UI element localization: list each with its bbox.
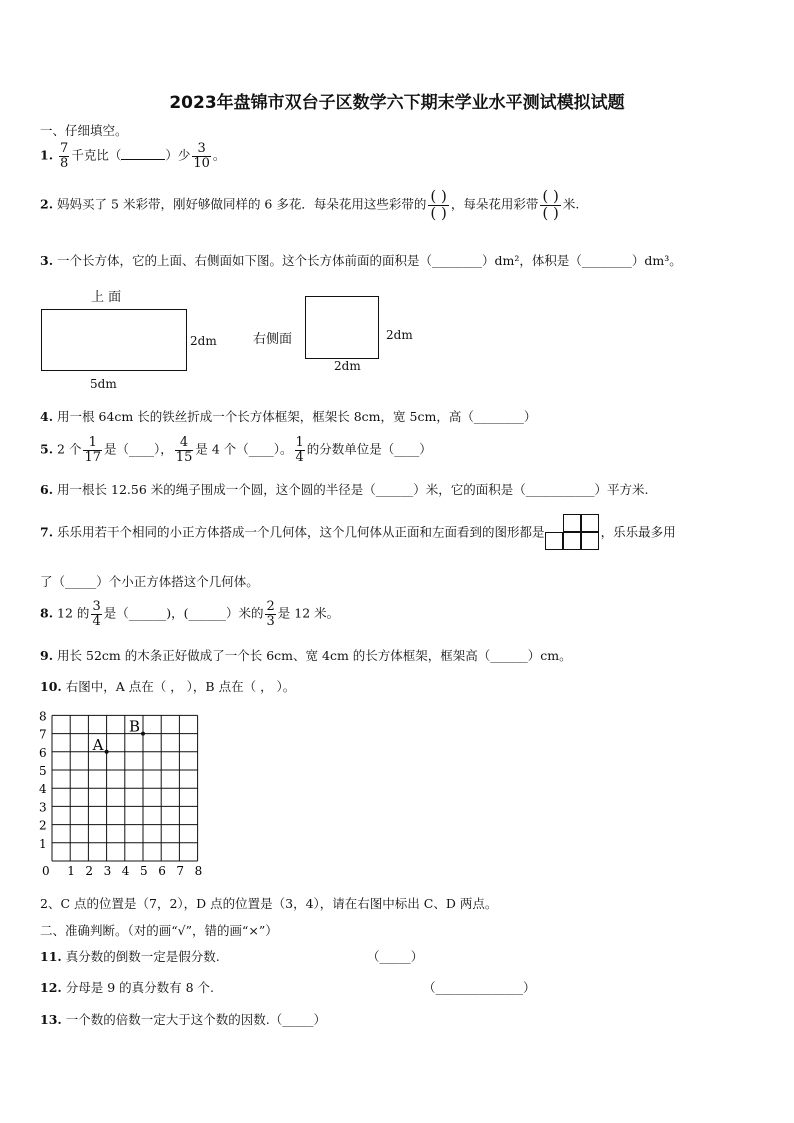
- x-tick-label: 5: [140, 864, 148, 878]
- question-number: 3.: [40, 253, 54, 268]
- top-face-side-length: 2dm: [190, 334, 217, 348]
- right-face-side-length: 2dm: [386, 328, 413, 342]
- x-tick-label: 3: [103, 864, 112, 878]
- question-2: 2. 妈妈买了 5 米彩带，刚好够做同样的 6 多花．每朵花用这些彩带的 ( ) ( ) ，每朵花用彩带 ( ) ( ) 米.: [40, 187, 580, 222]
- fraction: $\frac{4}{15}$: [175, 435, 193, 465]
- y-tick-label: 2: [39, 818, 47, 833]
- right-face-label: 右侧面: [253, 332, 293, 347]
- y-tick-label: 5: [39, 764, 47, 778]
- top-face-rectangle: [41, 309, 187, 371]
- x-tick-label: 8: [194, 864, 203, 878]
- y-tick-label: 3: [39, 800, 47, 815]
- fraction: $\frac{7}{8}$: [60, 141, 69, 171]
- question-7: 7. 乐乐用若干个相同的小正方体搭成一个几何体，这个几何体从正面和左面看到的图形都是 ，乐乐最多用: [40, 514, 676, 552]
- question-number: 12.: [40, 980, 62, 995]
- page-title: 2023年盘锦市双台子区数学六下期末学业水平测试模拟试题: [169, 93, 625, 113]
- y-tick-label: 8: [39, 709, 47, 724]
- question-13: 13. 一个数的倍数一定大于这个数的因数.（_____）: [40, 1012, 326, 1027]
- question-11: 11. 真分数的倒数一定是假分数.: [40, 949, 220, 964]
- question-9: 9. 用长 52cm 的木条正好做成了一个长 6cm、宽 4cm 的长方体框架，框架高（______）cm。: [40, 648, 572, 663]
- question-number: 11.: [40, 949, 62, 964]
- point-b-label: B: [129, 717, 141, 736]
- question-12: 12. 分母是 9 的真分数有 8 个.: [40, 980, 215, 995]
- top-face-bottom-length: 5dm: [90, 377, 117, 391]
- question-11-answer-blank[interactable]: （_____）: [367, 949, 424, 964]
- y-tick-label: 6: [39, 745, 47, 760]
- answer-blank[interactable]: [121, 148, 165, 160]
- question-8: 8. 12 的 $\frac{3}{4}$ 是（______)，(______）米的 $\frac{2}{3}$ 是 12 米。: [40, 599, 340, 629]
- question-number: 4.: [40, 409, 54, 424]
- question-5: 5. 2 个 $\frac{1}{17}$ 是（____）， $\frac{4}{15}$ 是 4 个（____）。 $\frac{1}{4}$ 的分数单位是（____）: [40, 435, 432, 465]
- point-b: [141, 732, 145, 736]
- paren-fraction[interactable]: ( ) ( ): [430, 187, 447, 222]
- question-10-part-2: 2、C 点的位置是（7，2），D 点的位置是（3，4），请在右图中标出 C、D 两点。: [40, 896, 498, 911]
- coordinate-grid: [28, 703, 208, 883]
- x-tick-label: 6: [158, 864, 166, 878]
- x-tick-label: 1: [67, 864, 75, 878]
- x-tick-label: 4: [121, 864, 130, 878]
- question-10: 10. 右图中，A 点在（ ， ），B 点在（ ， ）。: [40, 679, 296, 694]
- question-number: 9.: [40, 648, 54, 663]
- point-a-label: A: [92, 735, 104, 754]
- x-tick-label: 2: [85, 864, 94, 878]
- x-tick-label: 7: [176, 864, 185, 878]
- cube-view-figure: [545, 514, 601, 552]
- question-6: 6. 用一根长 12.56 米的绳子围成一个圆，这个圆的半径是（______）米，它的面积是（___________）平方米.: [40, 482, 649, 497]
- y-tick-label: 4: [39, 782, 47, 797]
- fraction: $\frac{1}{17}$: [84, 435, 102, 465]
- question-number: 6.: [40, 482, 54, 497]
- question-number: 10.: [40, 679, 62, 694]
- question-number: 2.: [40, 196, 54, 212]
- question-number: 1.: [40, 147, 54, 163]
- question-number: 8.: [40, 605, 54, 621]
- question-number: 5.: [40, 441, 54, 457]
- x-tick-label: 0: [42, 864, 50, 878]
- paren-fraction[interactable]: ( ) ( ): [542, 187, 559, 222]
- y-tick-label: 1: [39, 836, 47, 851]
- point-a: [105, 750, 109, 754]
- y-tick-label: 7: [39, 727, 47, 742]
- fraction: $\frac{1}{4}$: [295, 435, 304, 465]
- right-face-bottom-length: 2dm: [334, 359, 361, 373]
- question-number: 13.: [40, 1012, 62, 1027]
- question-7-continued: 了（_____）个小正方体搭这个几何体。: [40, 574, 259, 589]
- fraction: $\frac{3}{4}$: [92, 599, 101, 629]
- question-1: 1. $\frac{7}{8}$ 千克比（ ）少 $\frac{3}{10}$ 。: [40, 141, 226, 171]
- top-face-label: 上 面: [91, 290, 122, 305]
- question-3: 3. 一个长方体，它的上面、右侧面如下图。这个长方体前面的面积是（________）dm²，体积是（________）dm³。: [40, 253, 682, 268]
- fraction: $\frac{2}{3}$: [266, 599, 275, 629]
- question-number: 7.: [40, 524, 54, 540]
- right-face-square: [305, 296, 379, 359]
- section-2-heading: 二、准确判断。（对的画“√”，错的画“×”）: [40, 923, 278, 938]
- section-1-heading: 一、仔细填空。: [40, 123, 128, 138]
- question-12-answer-blank[interactable]: （______________）: [423, 980, 536, 995]
- fraction: $\frac{3}{10}$: [193, 141, 210, 171]
- question-4: 4. 用一根 64cm 长的铁丝折成一个长方体框架，框架长 8cm，宽 5cm，高（________）: [40, 409, 537, 424]
